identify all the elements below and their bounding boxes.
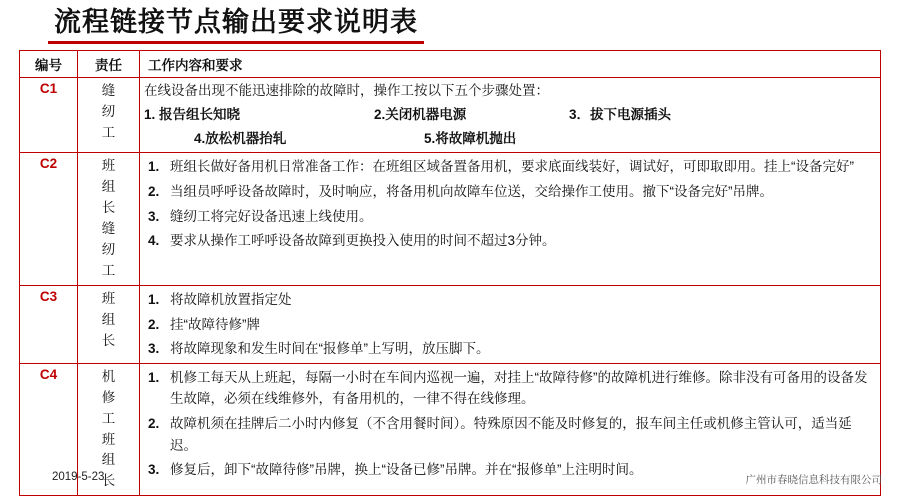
row-role: [78, 285, 140, 363]
role-char: 长: [101, 473, 116, 489]
table-header-row: [20, 50, 881, 77]
table-row: [20, 77, 881, 153]
role-char: 修: [101, 389, 116, 405]
list-item: 当组员呼呼设备故障时，及时响应，将备用机向故障车位送，交给操作工使用。撤下“设备完好”吊牌。: [170, 184, 773, 200]
content-list: [144, 367, 876, 481]
row-code: C2: [20, 153, 78, 286]
role-char: 班: [101, 158, 116, 174]
role-char: 纫: [101, 103, 116, 119]
list-item: 修复后，卸下“故障待修”吊牌，换上“设备已修”吊牌。并在“报修单”上注明时间。: [170, 462, 643, 478]
requirements-table: [19, 50, 881, 496]
row-content: [140, 285, 881, 363]
role-char: 工: [101, 263, 116, 279]
role-char: 纫: [101, 242, 116, 258]
column-header-role: 责任: [78, 50, 140, 77]
list-item: 缝纫工将完好设备迅速上线使用。: [170, 208, 373, 224]
list-item: 将故障现象和发生时间在“报修单”上写明，放压脚下。: [170, 341, 490, 357]
steps-line-1: [144, 105, 876, 126]
role-char: 机: [101, 368, 116, 384]
list-item: 机修工每天从上班起，每隔一小时在车间内巡视一遍，对挂上“故障待修”的故障机进行维修。除非没有可备用的设备发生故障，必须在线维修外，有备用机的，一律不得在线修理。: [170, 369, 868, 407]
row-content: [140, 77, 881, 153]
role-char: 组: [101, 452, 116, 468]
row-code: C3: [20, 285, 78, 363]
step-4: 4.放松机器抬轧: [194, 130, 287, 146]
role-char: 班: [101, 431, 116, 447]
list-item: 故障机须在挂牌后二小时内修复（不含用餐时间）。特殊原因不能及时修复的，报车间主任或机修主管认可，适当延迟。: [170, 415, 852, 453]
steps-line-2: [144, 129, 876, 150]
step-2: 2.关闭机器电源: [374, 106, 467, 122]
step-1: 1. 报告组长知晓: [144, 106, 241, 122]
row-code: C1: [20, 77, 78, 153]
table-header: [20, 50, 881, 77]
footer-company: 广州市春晓信息科技有限公司: [745, 474, 882, 486]
column-header-content: 工作内容和要求: [140, 50, 881, 77]
table-row: [20, 285, 881, 363]
footer-date: 2019-5-23: [52, 471, 105, 483]
page-footer: [0, 469, 900, 491]
role-char: 缝: [101, 221, 116, 237]
role-char: 长: [101, 200, 116, 216]
row-role: [78, 153, 140, 286]
content-list: [144, 156, 876, 251]
table-row: [20, 153, 881, 286]
column-header-code: 编号: [20, 50, 78, 77]
role-char: 班: [101, 290, 116, 306]
role-char: 组: [101, 311, 116, 327]
role-char: 工: [101, 124, 116, 140]
list-item: 班组长做好备用机日常准备工作：在班组区域备置备用机，要求底面线装好，调试好，可即取即用。挂上“设备完好”: [170, 159, 854, 175]
list-item: 要求从操作工呼呼设备故障到更换投入使用的时间不超过3分钟。: [170, 233, 556, 249]
row-content: [140, 153, 881, 286]
row-role: [78, 77, 140, 153]
role-char: 长: [101, 332, 116, 348]
role-char: 组: [101, 179, 116, 195]
row-code: C4: [20, 363, 78, 496]
role-char: 工: [101, 410, 116, 426]
table-body: [20, 77, 881, 496]
title-container: [18, 6, 882, 50]
content-lead: 在线设备出现不能迅速排除的故障时，操作工按以下五个步骤处置：: [144, 82, 549, 98]
list-item: 将故障机放置指定处: [170, 291, 292, 307]
step-3: 3．拔下电源插头: [569, 106, 672, 122]
content-list: [144, 289, 876, 360]
list-item: 挂“故障待修”牌: [170, 316, 260, 332]
role-char: 缝: [101, 82, 116, 98]
page-title: 流程链接节点输出要求说明表: [48, 8, 424, 44]
step-5: 5.将故障机抛出: [424, 130, 517, 146]
